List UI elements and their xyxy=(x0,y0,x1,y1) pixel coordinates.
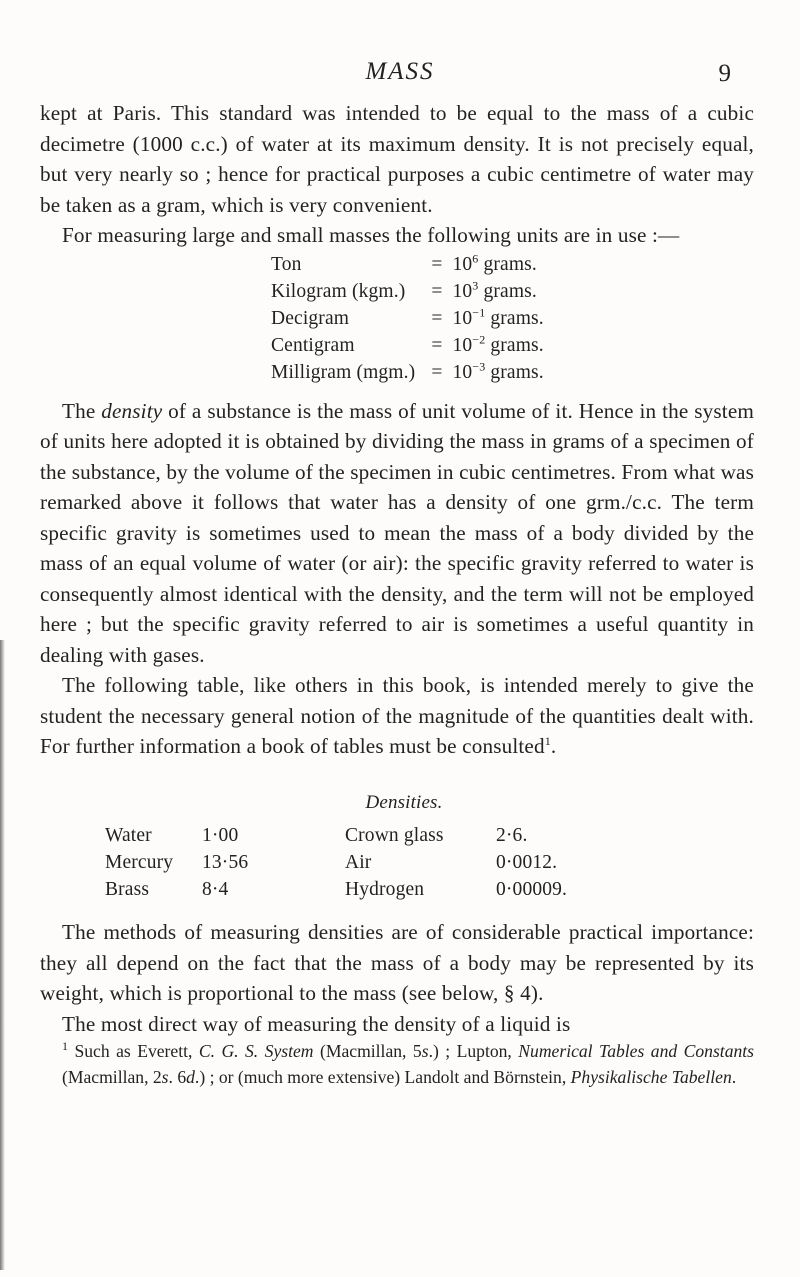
footnote-part: . xyxy=(731,1067,737,1087)
unit-equals: = xyxy=(431,334,443,356)
unit-row xyxy=(271,278,544,305)
running-head xyxy=(0,46,800,86)
unit-row xyxy=(271,359,544,386)
substance-name: Air xyxy=(345,852,372,873)
substance-density: 8·4 xyxy=(202,879,229,900)
density-row xyxy=(105,822,567,849)
unit-value xyxy=(452,278,543,305)
footnote-part: Such as Everett, xyxy=(68,1041,199,1061)
footnote-italic: d xyxy=(186,1067,195,1087)
paragraph-table-intro xyxy=(40,670,754,762)
density-text-start: The xyxy=(62,398,102,423)
densities-table xyxy=(105,822,567,903)
unit-suffix: grams. xyxy=(490,307,544,329)
footnote-part: (Macmillan, 5 xyxy=(313,1041,422,1061)
page-number: 9 xyxy=(718,60,731,87)
footnote-part: .) ; Lupton, xyxy=(428,1041,519,1061)
density-row xyxy=(105,849,567,876)
paragraph-density xyxy=(40,396,754,671)
footnote-italic: Numerical Tables and Constants xyxy=(518,1041,755,1061)
unit-name: Kilogram (kgm.) xyxy=(271,280,406,302)
unit-equals: = xyxy=(431,253,443,275)
unit-suffix: grams. xyxy=(490,361,544,383)
unit-base: 10 xyxy=(452,334,473,356)
unit-equals: = xyxy=(431,280,443,302)
unit-exponent: 3 xyxy=(472,278,479,292)
unit-row xyxy=(271,251,544,278)
unit-equals: = xyxy=(431,361,443,383)
running-head-title: MASS xyxy=(365,58,435,85)
unit-exponent: −3 xyxy=(472,359,486,373)
substance-density: 13·56 xyxy=(202,852,249,873)
unit-exponent: −2 xyxy=(472,332,486,346)
substance-density: 0·0012. xyxy=(496,852,558,873)
unit-exponent: −1 xyxy=(472,305,486,319)
unit-name: Milligram (mgm.) xyxy=(271,361,416,383)
unit-base: 10 xyxy=(452,280,473,302)
density-row xyxy=(105,876,567,903)
paragraph-units-intro: For measuring large and small masses the following units are in use :— xyxy=(62,223,680,247)
table-intro-end: . xyxy=(550,734,557,758)
footnote-part: .) ; or (much more extensive) Landolt and Börnstein, xyxy=(194,1067,571,1087)
footnote-italic: s xyxy=(421,1041,429,1061)
substance-density: 2·6. xyxy=(496,825,528,846)
unit-value xyxy=(452,251,543,278)
footnote-part: . 6 xyxy=(168,1067,187,1087)
paragraph-liquid: The most direct way of measuring the density of a liquid is xyxy=(62,1011,571,1036)
substance-density: 1·00 xyxy=(202,825,239,846)
unit-suffix: grams. xyxy=(490,334,544,356)
unit-name: Decigram xyxy=(271,307,350,329)
units-table xyxy=(271,251,544,386)
body-text xyxy=(40,98,754,1039)
unit-base: 10 xyxy=(452,253,473,275)
substance-name: Crown glass xyxy=(345,825,444,846)
footnote-text xyxy=(40,1038,754,1090)
unit-value xyxy=(452,359,543,386)
unit-equals: = xyxy=(431,307,443,329)
substance-density: 0·00009. xyxy=(496,879,568,900)
unit-row xyxy=(271,332,544,359)
unit-exponent: 6 xyxy=(472,251,479,265)
footnote-marker: 1 xyxy=(62,1039,68,1054)
paragraph-continuation: kept at Paris. This standard was intended to be equal to the mass of a cubic decimetre (1000 c.c.) of water at its maximum density. It is not precisely equal, but very nearly so ; hence for practical purposes a cubic centimetre of water may be taken as a gram, which is very convenient. xyxy=(40,101,754,217)
footnote xyxy=(40,1038,754,1090)
unit-suffix: grams. xyxy=(483,280,537,302)
unit-base: 10 xyxy=(452,307,473,329)
unit-base: 10 xyxy=(452,361,473,383)
page-edge-shadow xyxy=(0,640,5,1270)
unit-suffix: grams. xyxy=(483,253,537,275)
substance-name: Hydrogen xyxy=(345,879,425,900)
substance-name: Brass xyxy=(105,879,150,900)
footnote-italic: s xyxy=(161,1067,169,1087)
unit-name: Centigram xyxy=(271,334,355,356)
footnote-part: (Macmillan, 2 xyxy=(62,1067,162,1087)
footnote-italic: C. G. S. System xyxy=(198,1041,314,1061)
paragraph-methods: The methods of measuring densities are of considerable practical importance: they all depend on the fact that the mass of a body may be represented by its weight, which is proportional to the mass (see below, § 4). xyxy=(40,920,754,1005)
unit-name: Ton xyxy=(271,253,302,275)
density-term: density xyxy=(101,398,163,423)
substance-name: Water xyxy=(105,825,152,846)
unit-value xyxy=(452,332,543,359)
footnote-italic: Physikalische Tabellen xyxy=(570,1067,732,1087)
substance-name: Mercury xyxy=(105,852,174,873)
table-intro-text: The following table, like others in this book, is intended merely to give the student the necessary general notion of the magnitude of the quantities dealt with. For further information a book of tables must be consulted xyxy=(40,673,754,758)
unit-value xyxy=(452,305,543,332)
unit-row xyxy=(271,305,544,332)
densities-title: Densities. xyxy=(365,791,443,813)
footnote-reference: 1 xyxy=(544,733,551,748)
density-text-rest: of a substance is the mass of unit volume of it. Hence in the system of units here adopted it is obtained by dividing the mass in grams of a specimen of the substance, by the volume of the specimen in cubic centimetres. From what was remarked above it follows that water has a density of one grm./c.c. The term specific gravity is sometimes used to mean the mass of a body divided by the mass of an equal volume of water (or air): the specific gravity referred to water is consequently almost identical with the density, and the term will not be employed here ; but the specific gravity referred to air is sometimes a useful quantity in dealing with gases. xyxy=(40,398,754,667)
